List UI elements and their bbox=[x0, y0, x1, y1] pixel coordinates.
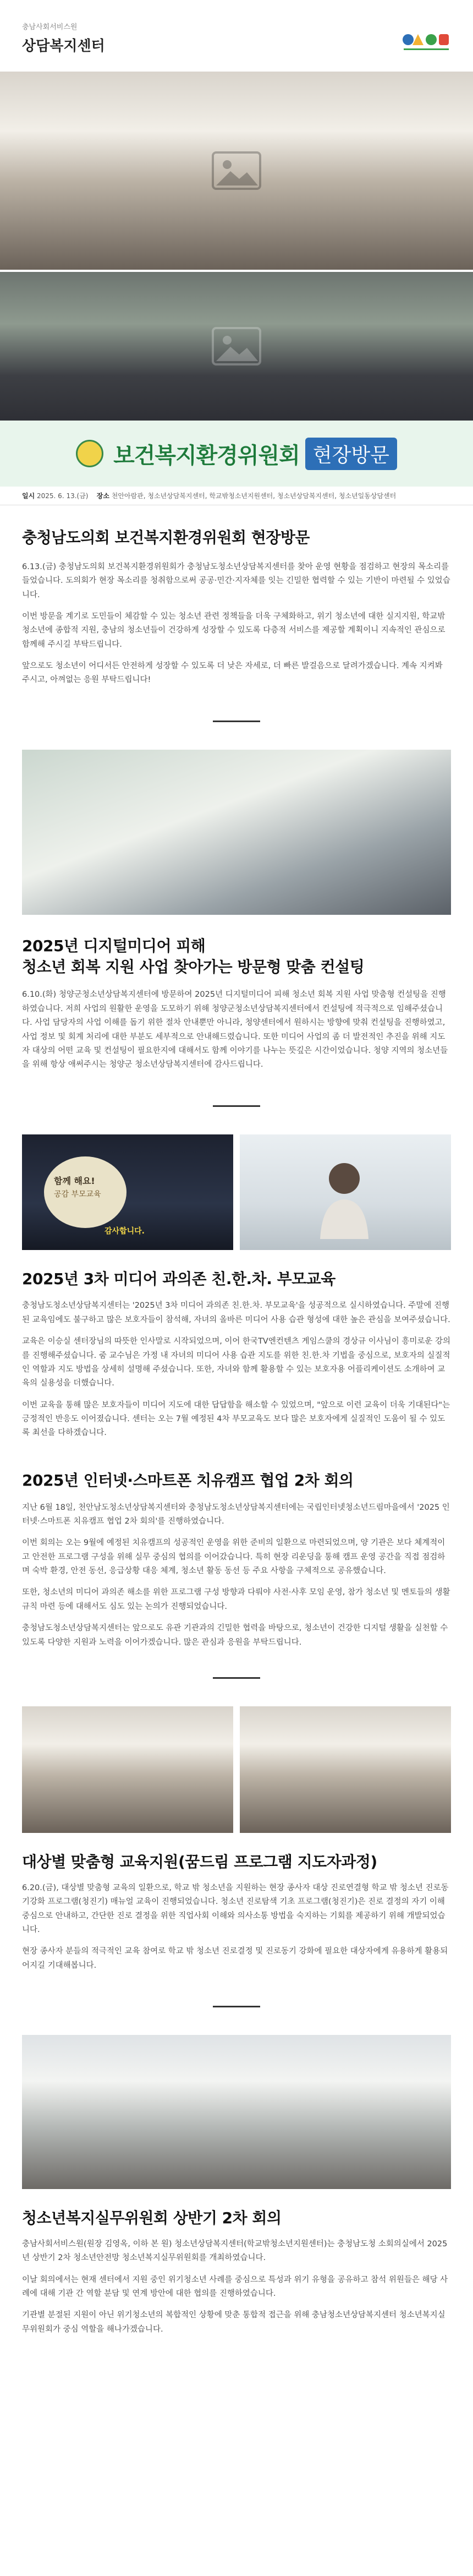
article-body bbox=[22, 1299, 451, 1440]
article-body bbox=[22, 1881, 451, 1973]
article-paragraph: 6.13.(금) 충청남도의회 보건복지환경위원회가 충청남도청소년상담복지센터를 찾아 운영 현황을 점검하고 현장의 목소리를 들었습니다. 도의회가 현장 목소리를 청취함으로써 공공·민간·지자체를 잇는 긴밀한 협력할 수 있는 기반이 마련될 수 있었습니다. bbox=[22, 562, 450, 599]
photo-row bbox=[22, 1134, 451, 1250]
meta-date-label: 일시 bbox=[22, 492, 35, 500]
image-placeholder-icon bbox=[212, 327, 261, 365]
article-parent-education bbox=[0, 1107, 473, 1440]
article-committee-visit bbox=[0, 505, 473, 687]
photo-consulting bbox=[22, 750, 451, 915]
article-paragraph: 기관별 분절된 지원이 아닌 위기청소년의 복합적인 상황에 맞춘 통합적 접근을 위해 충남청소년상담복지센터 청소년복지실무위원회가 중심 역할을 해나가겠습니다. bbox=[22, 2311, 446, 2334]
article-digital-consulting bbox=[0, 722, 473, 1072]
meta-date: 2025. 6. 13.(금) bbox=[37, 492, 89, 500]
article-title: 2025년 인터넷·스마트폰 치유캠프 협업 2차 회의 bbox=[22, 1471, 354, 1489]
article-paragraph: 이번 방문을 계기로 도민들이 체감할 수 있는 청소년 관련 정책들을 더욱 구체화하고, 위기 청소년에 대한 실지지원, 학교밖청소년에 종합적 지원, 충남의 청소년들이 건강하게 성장할 수 있도록 다층적 서비스를 제공할 계획이니 지속적인 관심으로 함께해 주시길 부탁드립니다. bbox=[22, 612, 446, 649]
article-paragraph: 충청남도청소년상담복지센터는 앞으로도 유관 기관과의 긴밀한 협력을 바탕으로, 청소년이 건강한 디지털 생활을 실천할 수 있도록 다양한 지원과 노력을 이어가겠습니다. 많은 관심과 응원을 부탁드립니다. bbox=[22, 1624, 448, 1647]
meta-place: 천안아람관, 청소년상담복지센터, 학교밖청소년지원센터, 청소년상담복지센터, 청소년일동상담센터 bbox=[111, 492, 397, 500]
article-healing-camp bbox=[0, 1448, 473, 1650]
article-dreamfit-training bbox=[0, 1679, 473, 1973]
photo-committee-meeting bbox=[22, 2035, 451, 2189]
photo-training-2 bbox=[240, 1706, 451, 1833]
article-paragraph: 이번 교육을 통해 많은 보호자들이 미디어 지도에 대한 답답함을 해소할 수 있었으며, "앞으로 이런 교육이 더욱 기대된다"는 긍정적인 반응도 이어졌습니다. 센터는 오는 7월 예정된 4차 부모교육도 보다 많은 보호자에게 실질적인 도움이 될 수 있도록 최선을 다하겠습니다. bbox=[22, 1400, 450, 1438]
photo-committee-group bbox=[0, 272, 473, 421]
newsletter-header bbox=[0, 0, 473, 72]
article-paragraph: 6.10.(화) 청양군청소년상담복지센터에 방문하여 2025년 디지털미디어 피해 청소년 회복 지원 사업 맞춤형 컨설팅을 진행하였습니다. 저희 사업의 원활한 운영을 도모하기 위해 청양군청소년상담복지센터에서 컨설팅에 적극적으로 임해주셨습니다. 사업 담당자의 사업 이해를 돕기 위한 절차 안내뿐만 아니라, 청양센터에서 원하시는 방향에 맞춰 컨설팅을 진행하였고, 사업 정보 및 회계 처리에 대한 부분도 세부적으로 안내해드렸습니다. 또한 미디어 사업의 좀 더 발전적인 추진을 위해 지도자 대상의 어떤 교육 및 컨설팅이 필요한지에 대해서도 함께 이야기를 나누는 뜻깊은 시간이었습니다. 청양 지역의 청소년들을 위해 항상 애써주시는 청양군 청소년상담복지센터에 감사드립니다. bbox=[22, 990, 448, 1069]
meta-place-label: 장소 bbox=[96, 492, 109, 500]
slide-subcaption: 공감 부모교육 bbox=[54, 1189, 101, 1199]
article-paragraph: 6.20.(금), 대상별 맞춤형 교육의 일환으로, 학교 밖 청소년을 지원하는 현장 종사자 대상 진로연결형 학교 밖 청소년 진로동기강화 프로그램(청진기) 매뉴얼 교육이 진행되었습니다. 청소년 진로탐색 기초 프로그램(청진기)은 진로 결정의 자기 이해 중심으로 안내하고, 간단한 진로 결정을 위한 직업사회 이해와 의사소통 방법을 숙지하는 기회를 제공하기 위해 개발되었습니다. bbox=[22, 1883, 449, 1934]
photo-committee-briefing bbox=[0, 72, 473, 270]
article-paragraph: 충청남도청소년상담복지센터는 '2025년 3차 미디어 과의존 친.한.차. 부모교육'을 성공적으로 실시하였습니다. 주말에 진행된 교육임에도 불구하고 많은 보호자들이 참석해, 자녀의 올바른 미디어 사용 습관 형성에 대한 높은 관심을 보여주셨습니다. bbox=[22, 1301, 450, 1324]
lecturer-silhouette-icon bbox=[317, 1156, 372, 1239]
article-paragraph: 앞으로도 청소년이 어디서든 안전하게 성장할 수 있도록 더 낮은 자세로, 더 빠른 발걸음으로 달려가겠습니다. 계속 지켜봐 주시고, 아껴없는 응원 부탁드립니다! bbox=[22, 662, 443, 685]
article-title: 청소년복지실무위원회 상반기 2차 회의 bbox=[22, 2209, 282, 2228]
photo-row bbox=[22, 1706, 451, 1833]
photo-online-lecturer bbox=[240, 1134, 451, 1250]
article-body bbox=[22, 2237, 451, 2337]
image-placeholder-icon bbox=[212, 151, 261, 190]
visit-banner bbox=[0, 421, 473, 487]
article-body bbox=[22, 988, 451, 1072]
org-logo-icon bbox=[400, 28, 451, 53]
article-paragraph: 충남사회서비스원(원장 김영옥, 이하 본 원) 청소년상담복지센터(학교밖청소년지원센터)는 충청남도청 소회의실에서 2025년 상반기 2차 청소년안전망 청소년복지실무위원회를 개최하였습니다. bbox=[22, 2239, 448, 2263]
article-welfare-committee bbox=[0, 2007, 473, 2337]
photo-parent-education-slide bbox=[22, 1134, 233, 1250]
article-paragraph: 또한, 청소년의 미디어 과의존 해소를 위한 프로그램 구성 방향과 다뤄야 사전·사후 모임 운영, 참가 청소년 및 멘토들의 생활 규칙 마련 등에 대해서도 심도 있는 논의가 진행되었습니다. bbox=[22, 1588, 450, 1611]
article-title: 2025년 3차 미디어 과의존 친.한.차. 부모교육 bbox=[22, 1269, 336, 1288]
article-title: 대상별 맞춤형 교육지원(꿈드림 프로그램 지도자과정) bbox=[22, 1852, 377, 1871]
article-body bbox=[22, 560, 451, 687]
article-title: 충청남도의회 보건복지환경위원회 현장방문 bbox=[22, 528, 310, 547]
slide-caption: 함께 해요! bbox=[54, 1175, 95, 1186]
slide-bubble: 감사합니다. bbox=[105, 1226, 145, 1236]
banner-title: 보건복지환경위원회 bbox=[113, 443, 300, 468]
article-body bbox=[22, 1501, 451, 1650]
org-parent-name: 충남사회서비스원 bbox=[22, 23, 78, 31]
photo-training-1 bbox=[22, 1706, 233, 1833]
article-paragraph: 이번 회의는 오는 9월에 예정된 치유캠프의 성공적인 운영을 위한 준비의 일환으로 마련되었으며, 양 기관은 보다 체계적이고 안전한 프로그램 구성을 위해 실무 중심의 협의를 이어갔습니다. 특히 현장 리운딩을 통해 캠프 운영 공간을 직접 점검하며 숙박 환경, 안전 동선, 응급상황 대응 체계, 청소년 활동 동선 등 주요 사항을 구체적으로 공유했습니다. bbox=[22, 1538, 446, 1576]
council-emblem-icon bbox=[76, 440, 103, 467]
article-paragraph: 교육은 이승실 센터장님의 따뜻한 인사말로 시작되었으며, 이어 한국TV엔컨텐츠 게임스쿨의 경상규 이사님이 흥미로운 강의를 진행해주셨습니다. 줌 교수님은 가정 내 자녀의 미디어 사용 습관 지도를 위한 친.한.차 기법을 중심으로, 보호자의 실질적인 역할과 지도 방법을 상세히 설명해 주셨습니다. 또한, 자녀와 함께 활용할 수 있는 보호자용 어플리케이션도 소개하여 교육의 실용성을 더했습니다. bbox=[22, 1337, 451, 1388]
article-paragraph: 현장 종사자 분들의 적극적인 교육 참여로 학교 밖 청소년 진로결정 및 진로동기 강화에 필요한 대상자에게 유용하게 활용되어지길 기대해봅니다. bbox=[22, 1947, 448, 1970]
visit-meta bbox=[0, 487, 473, 505]
article-title: 2025년 디지털미디어 피해 청소년 회복 지원 사업 찾아가는 방문형 맞춤 컨설팅 bbox=[22, 936, 365, 976]
article-paragraph: 이날 회의에서는 현재 센터에서 지원 중인 위기청소년 사례를 중심으로 특성과 위기 유형을 공유하고 참석 위원들은 해당 사례에 대해 기관 간 역할 분담 및 연계 방안에 대한 협의를 진행하였습니다. bbox=[22, 2275, 448, 2298]
article-paragraph: 지난 6월 18일, 천안남도청소년상담복지센터와 충청남도청소년상담복지센터에는 국립인터넷청소년드림마을에서 '2025 인터넷·스마트폰 치유캠프 협업 2차 회의'를 진행하였습니다. bbox=[22, 1503, 450, 1526]
banner-badge: 현장방문 bbox=[305, 438, 397, 470]
org-title: 상담복지센터 bbox=[22, 38, 105, 54]
